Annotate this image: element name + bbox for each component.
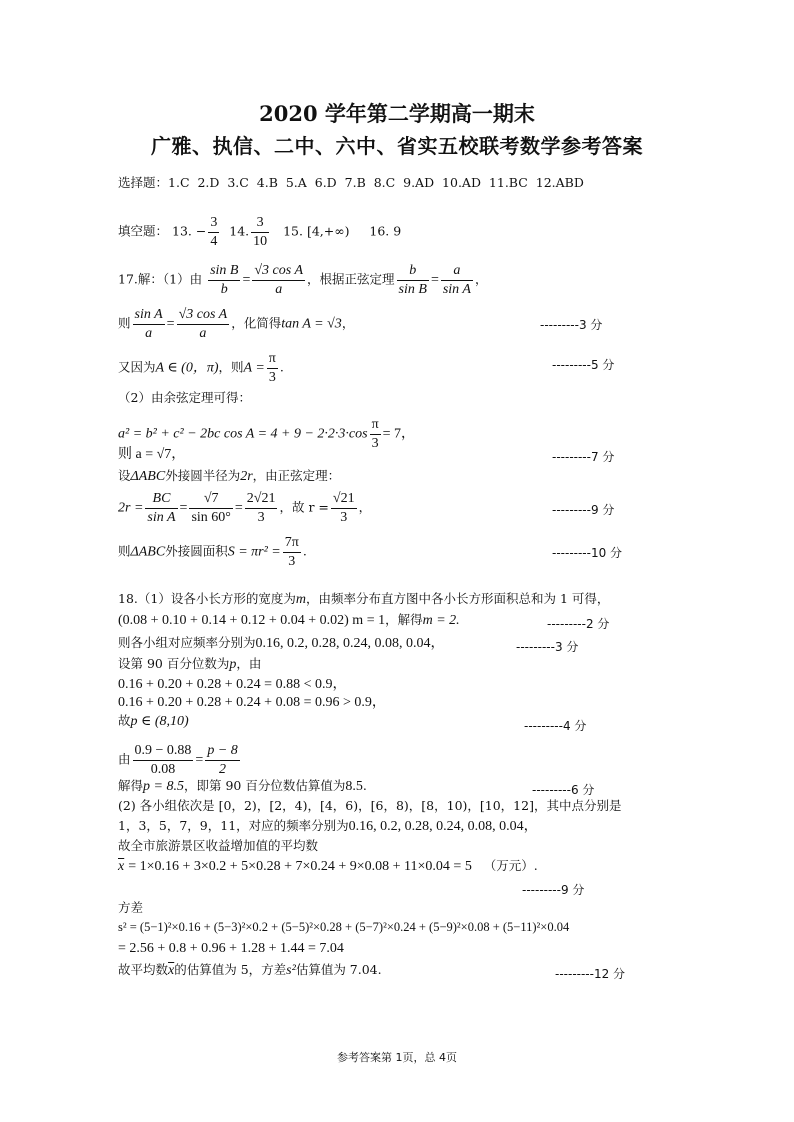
q18-score-3: ---------3 分 xyxy=(516,640,579,654)
q18-line-9: 解得p = 8.5，即第 90 百分位数估算值为8.5. xyxy=(118,778,367,794)
q17-score-3: ---------3 分 xyxy=(540,318,603,332)
q17-line-2: 则 $\frac{\text{sin A}}{a}$ = $\frac{\text{√3 cos A}}{a}$ ，化简得tan A = √3， xyxy=(118,307,355,341)
q18-line-8: 由 $\frac{0.9 - 0.88}{0.08}$ = $\frac{p - 8}{2}$ xyxy=(118,743,238,777)
q18-score-12: ---------12 分 xyxy=(555,967,626,981)
q17-score-7: ---------7 分 xyxy=(552,450,615,464)
page-subtitle: 广雅、执信、二中、六中、省实五校联考数学参考答案 xyxy=(151,134,643,158)
q18-line-16: = 2.56 + 0.8 + 0.96 + 1.28 + 1.44 = 7.04 xyxy=(118,941,344,956)
q18-line-4: 设第 90 百分位数为p，由 xyxy=(118,656,262,672)
choice-answers xyxy=(118,177,584,190)
choice-values: 1.C 2.D 3.C 4.B 5.A 6.D 7.B 8.C 9.AD 10.AD 11.BC 12.ABD xyxy=(168,175,584,190)
fill-q16: 16. 9 xyxy=(369,223,402,239)
q17-score-9: ---------9 分 xyxy=(552,503,615,517)
q18-line-1: 18.（1）设各小长方形的宽度为m，由频率分布直方图中各小长方形面积总和为 1 可得， xyxy=(118,591,610,607)
q18-line-6: 0.16 + 0.20 + 0.28 + 0.24 + 0.08 = 0.96 > 0.9， xyxy=(118,695,386,710)
q17-line-3: 又因为A ∈ (0，π)，则A = $\frac{\pi}{3}$ . xyxy=(118,351,284,385)
q18-score-4: ---------4 分 xyxy=(524,719,587,733)
q17-score-10: ---------10 分 xyxy=(552,546,623,560)
q17-line-9: 则ΔABC外接圆面积S = πr² = $\frac{7\pi}{3}$ . xyxy=(118,535,307,569)
page-title: 2020 学年第二学期高一期末 xyxy=(259,101,535,126)
q17-line-6: 则 a = √7， xyxy=(118,447,186,462)
q18-line-15: s² = (5−1)²×0.16 + (5−3)²×0.2 + (5−5)²×0.28 + (5−7)²×0.24 + (5−9)²×0.08 + (5−11)²×0.04 xyxy=(118,920,570,934)
q17-part2: （2）由余弦定理可得： xyxy=(118,390,251,405)
q18-line-5: 0.16 + 0.20 + 0.28 + 0.24 = 0.88 < 0.9， xyxy=(118,677,347,692)
fill-q14: 14. xyxy=(229,223,250,239)
q18-line-17: 故平均数$\overline{x}$的估算值为 5，方差s²估算值为 7.04. xyxy=(118,962,382,978)
q17-line-5: a² = b² + c² − 2bc cos A = 4 + 9 − 2·2·3·cos $\frac{\pi}{3}$ = 7， xyxy=(118,417,416,451)
q18-line-3: 则各小组对应频率分别为0.16, 0.2, 0.28, 0.24, 0.08, 0.04， xyxy=(118,635,445,651)
fill-q14-fraction: $\frac{3}{10}$ xyxy=(253,215,268,249)
q18-score-9: ---------9 分 xyxy=(522,883,585,897)
q18-line-13: $\overline{x} = 1\times 0.16 + 3\times 0.2 + 5\times 0.28 + 7\times 0.24 + 9\times 0.08 + 11\times 0.04 = 5$ （万元）. xyxy=(118,858,538,874)
q18-line-11: 1，3，5，7，9，11，对应的频率分别为0.16, 0.2, 0.28, 0.24, 0.08, 0.04， xyxy=(118,818,538,834)
q17-score-5: ---------5 分 xyxy=(552,358,615,372)
q18-line-2: (0.08 + 0.10 + 0.14 + 0.12 + 0.04 + 0.02) m = 1，解得m = 2. xyxy=(118,612,460,628)
fill-q13: 13. − xyxy=(172,223,207,239)
choice-label: 选择题： xyxy=(118,175,169,190)
q18-score-2: ---------2 分 xyxy=(547,617,610,631)
q18-line-10: (2) 各小组依次是 [0，2)，[2，4)，[4，6)，[6，8)，[8，10)，[10，12]，其中点分别是 xyxy=(118,798,622,813)
page-footer: 参考答案第 1页，总 4页 xyxy=(337,1051,457,1064)
q17-line-1: 17.解：（1）由 $\frac{\text{sin B}}{b}$ = $\frac{\text{√3 cos A}}{a}$ ，根据正弦定理 $\frac{b}{\text{sin B}}$ = $\frac{a}{\text{sin A}}$ ， xyxy=(118,263,488,297)
fill-q13-fraction: $\frac{3}{4}$ xyxy=(210,215,218,249)
fill-answers xyxy=(118,214,401,250)
q18-line-12: 故全市旅游景区收益增加值的平均数 xyxy=(118,838,319,853)
q17-line-8: 2r = $\frac{BC}{\text{sin A}}$ = $\frac{√7}{\sin 60^\circ}$ = $\frac{2√21}{3}$ ，故 r = $\frac{√21}{3}$ ， xyxy=(118,491,372,525)
fill-q15: 15. [4,+∞) xyxy=(283,223,350,239)
fill-label: 填空题： xyxy=(118,223,169,239)
q18-line-14: 方差 xyxy=(118,900,144,915)
q18-score-6: ---------6 分 xyxy=(532,783,595,797)
q18-line-7: 故p ∈ (8,10) xyxy=(118,713,189,729)
q17-line-7: 设ΔABC外接圆半径为2r，由正弦定理： xyxy=(118,468,341,484)
